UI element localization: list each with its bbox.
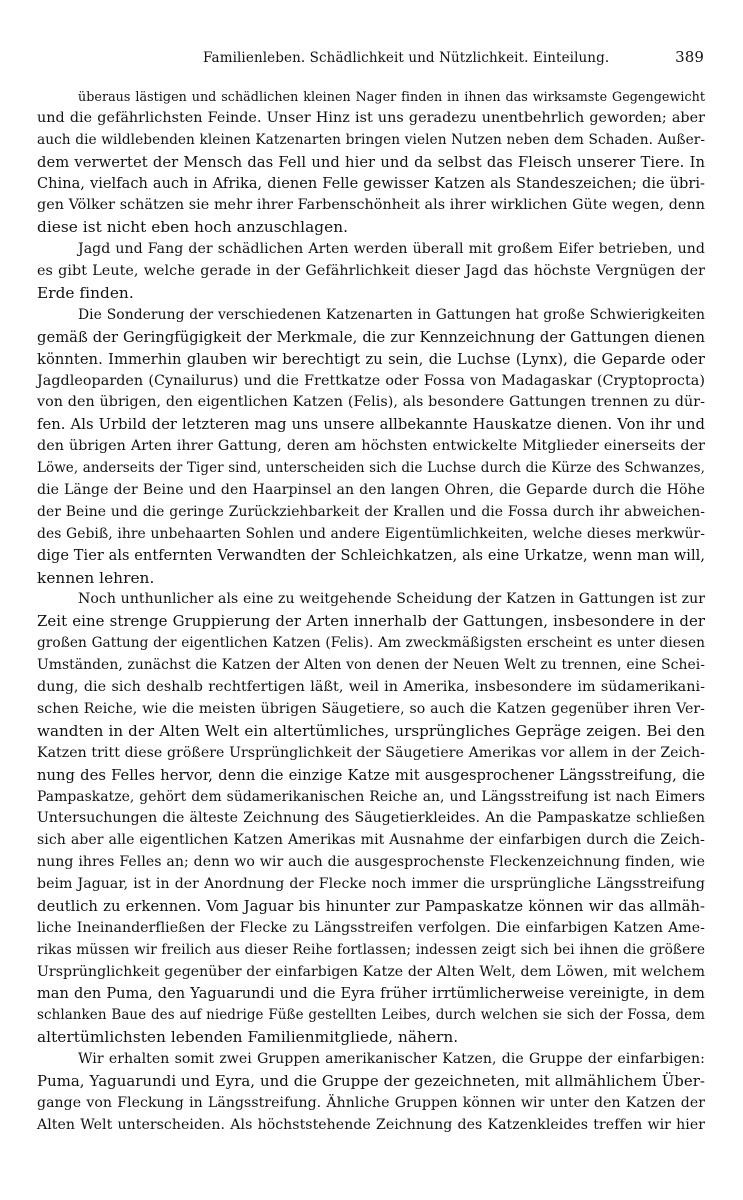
text-line: Pampaskatze, gehört dem südamerikanischen Reiche an, und Längsstreifung ist nach Eimers (37, 788, 705, 805)
text-line: liche Ineinanderfließen der Flecke zu Längsstreifen verfolgen. Die einfarbigen Katzen Ame- (37, 919, 705, 936)
paragraph (37, 1049, 705, 1137)
text-line: schen Reiche, wie die meisten übrigen Säugetiere, so auch die Katzen gegenüber ihren Ver- (37, 700, 705, 717)
text-line: von den übrigen, den eigentlichen Katzen (Felis), als besondere Gattungen trennen zu dür- (37, 394, 705, 411)
text-line: dung, die sich deshalb rechtfertigen läßt, weil in Amerika, insbesondere im südamerikani- (37, 679, 705, 696)
text-line: Wir erhalten somit zwei Gruppen amerikanischer Katzen, die Gruppe der einfarbigen: (78, 1051, 705, 1068)
text-line: Jagd und Fang der schädlichen Arten werden überall mit großem Eifer betrieben, und (78, 241, 705, 258)
text-line: die Länge der Beine und den Haarpinsel an den langen Ohren, die Geparde durch die Höhe (37, 482, 705, 499)
text-line: könnten. Immerhin glauben wir berechtigt zu sein, die Luchse (Lynx), die Geparde oder (37, 350, 705, 368)
text-line: es gibt Leute, welche gerade in der Gefährlichkeit dieser Jagd das höchste Vergnügen der (37, 263, 705, 280)
text-line: sich aber alle eigentlichen Katzen Amerikas mit Ausnahme der einfarbigen durch die Zeich- (37, 832, 705, 849)
text-line: überaus lästigen und schädlichen kleinen Nager finden in ihnen das wirksamste Gegengewicht (78, 89, 705, 104)
text-line: der Beine und die geringe Zurückziehbarkeit der Krallen und die Fossa durch ihr abweichen- (37, 503, 705, 520)
text-line: diese ist nicht eben hoch anzuschlagen. (37, 218, 349, 237)
paragraph (37, 86, 705, 239)
body-text (37, 86, 705, 1137)
text-line: großen Gattung der eigentlichen Katzen (Felis). Am zweckmäßigsten erscheint es unter diesen (37, 635, 705, 652)
text-line: fen. Als Urbild der letzteren mag uns unsere allbekannte Hauskatze dienen. Von ihr und (37, 416, 705, 434)
text-line: Jagdleoparden (Cynailurus) und die Frettkatze oder Fossa von Madagaskar (Cryptoprocta) (37, 372, 705, 389)
text-line: und die gefährlichsten Feinde. Unser Hinz ist uns geradezu unentbehrlich geworden; aber (37, 109, 705, 126)
text-line: Puma, Yaguarundi und Eyra, und die Gruppe der gezeichneten, mit allmählichem Über- (37, 1072, 705, 1091)
text-line: dem verwertet der Mensch das Fell und hier und da selbst das Fleisch unserer Tiere. In (37, 153, 705, 171)
text-line: rikas müssen wir freilich aus dieser Reihe fortlassen; indessen zeigt sich bei ihnen die größere (37, 941, 705, 958)
text-line: deutlich zu erkennen. Vom Jaguar bis hinunter zur Pampaskatze können wir das allmäh- (37, 897, 705, 915)
text-line: kennen lehren. (37, 568, 155, 587)
text-line: Die Sonderung der verschiedenen Katzenarten in Gattungen hat große Schwierigkeiten (78, 306, 705, 323)
text-line: Ursprünglichkeit gegenüber der einfarbigen Katze der Alten Welt, dem Löwen, mit welchem (37, 963, 705, 980)
text-line: Erde finden. (37, 284, 134, 303)
text-line: dige Tier als entfernten Verwandten der Schleichkatzen, als eine Urkatze, wenn man will, (37, 547, 705, 564)
text-line: des Gebiß, ihre unbehaarten Sohlen und andere Eigentümlichkeiten, welche dieses merkwür- (37, 525, 705, 542)
text-line: schlanken Baue des auf niedrige Füße gestellten Leibes, durch welchen sie sich der Fossa, dem (37, 1007, 705, 1024)
text-line: Alten Welt unterscheiden. Als höchststehende Zeichnung des Katzenkleides treffen wir hier (37, 1116, 705, 1133)
text-line: altertümlichsten lebenden Familienmitgliede, nähern. (37, 1028, 459, 1047)
paragraph (37, 589, 705, 1049)
page-number: 389 (675, 48, 704, 66)
text-line: Noch unthunlicher als eine zu weitgehende Scheidung der Katzen in Gattungen ist zur (78, 591, 705, 608)
text-line: nung des Felles hervor, denn die einzige Katze mit ausgesprochener Längsstreifung, die (37, 766, 705, 784)
text-line: China, vielfach auch in Afrika, dienen Felle gewisser Katzen als Standeszeichen; die übri- (37, 175, 705, 192)
text-line: auch die wildlebenden kleinen Katzenarten bringen vielen Nutzen neben dem Schaden. Außer- (37, 131, 705, 148)
text-line: Untersuchungen die älteste Zeichnung des Säugetierkleides. An die Pampaskatze schließen (37, 810, 705, 827)
text-line: wandten in der Alten Welt ein altertümliches, ursprüngliches Gepräge zeigen. Bei den (37, 721, 705, 740)
text-line: beim Jaguar, ist in der Anordnung der Flecke noch immer die ursprüngliche Längsstreifung (37, 876, 705, 893)
paragraph (37, 239, 705, 305)
text-line: nung ihres Felles an; denn wo wir auch die ausgesprochenste Fleckenzeichnung finden, wie (37, 854, 705, 871)
running-head (37, 44, 705, 66)
paragraph (37, 305, 705, 590)
book-page (37, 44, 705, 1137)
text-line: man den Puma, den Yaguarundi und die Eyra früher irrtümlicherweise vereinigte, in dem (37, 985, 705, 1002)
text-line: gen Völker schätzen sie mehr ihrer Farbenschönheit als ihrer wirklichen Güte wegen, denn (37, 197, 705, 214)
text-line: den übrigen Arten ihrer Gattung, deren am höchsten entwickelte Mitglieder einerseits der (37, 438, 705, 455)
text-line: gemäß der Geringfügigkeit der Merkmale, die zur Kennzeichnung der Gattungen dienen (37, 328, 705, 346)
text-line: Umständen, zunächst die Katzen der Alten von denen der Neuen Welt zu trennen, eine Schei- (37, 657, 705, 674)
text-line: Löwe, anderseits der Tiger sind, unterscheiden sich die Luchse durch die Kürze des Schwanzes, (37, 460, 705, 477)
running-head-title: Familienleben. Schädlichkeit und Nützlichkeit. Einteilung. (203, 50, 610, 66)
text-line: Zeit eine strenge Gruppierung der Arten innerhalb der Gattungen, insbesondere in der (37, 612, 705, 631)
text-line: Katzen tritt diese größere Ursprünglichkeit der Säugetiere Amerikas vor allem in der Zeich- (37, 744, 705, 761)
text-line: gange von Fleckung in Längsstreifung. Ähnliche Gruppen können wir unter den Katzen der (37, 1094, 705, 1111)
